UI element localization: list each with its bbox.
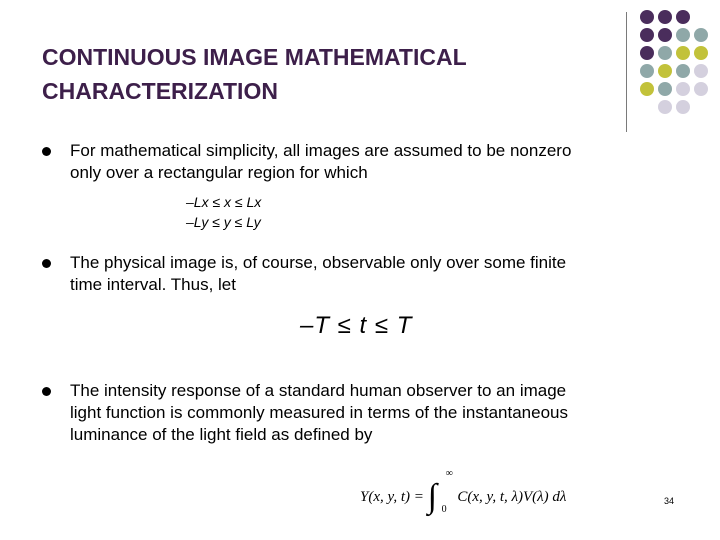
- bullet-2-line-2: time interval. Thus, let: [70, 275, 236, 294]
- bullet-text-1: [70, 140, 670, 184]
- dot: [658, 100, 672, 114]
- dot: [658, 10, 672, 24]
- integral-upper-limit: ∞: [445, 468, 453, 479]
- dot: [676, 64, 690, 78]
- title-line-1: CONTINUOUS IMAGE MATHEMATICAL: [42, 44, 467, 70]
- dot: [694, 82, 708, 96]
- bullet-marker-3: [42, 387, 51, 396]
- integral-symbol: ∫: [427, 478, 437, 515]
- bullet-marker-2: [42, 259, 51, 268]
- dot: [676, 82, 690, 96]
- slide-title: [42, 40, 602, 108]
- integral-lower-limit: 0: [441, 504, 447, 515]
- dot: [640, 28, 654, 42]
- bullet-2-line-1: The physical image is, of course, observable only over some finite: [70, 253, 567, 272]
- dot: [658, 46, 672, 60]
- dot: [640, 10, 654, 24]
- dot: [676, 28, 690, 42]
- dot: [676, 10, 690, 24]
- formula-integrand: C(x, y, t, λ)V(λ) dλ: [457, 489, 567, 505]
- page-number: 34: [664, 496, 675, 506]
- bullet-text-2: [70, 252, 670, 296]
- inequality-x: –Lx ≤ x ≤ Lx: [186, 194, 262, 210]
- dot: [640, 82, 654, 96]
- dot: [658, 28, 672, 42]
- dot: [694, 46, 708, 60]
- title-line-2: CHARACTERIZATION: [42, 78, 278, 104]
- dot: [694, 28, 708, 42]
- luminance-formula: [360, 468, 567, 515]
- dot: [694, 64, 708, 78]
- dot: [676, 46, 690, 60]
- formula-lhs: Y(x, y, t) =: [360, 489, 424, 505]
- inequality-t: –T ≤ t ≤ T: [300, 312, 413, 339]
- header-divider: [626, 12, 627, 132]
- bullet-3-line-3: luminance of the light field as defined by: [70, 425, 373, 444]
- integral-sign: [427, 468, 454, 515]
- dot: [640, 46, 654, 60]
- dot: [640, 64, 654, 78]
- dot: [676, 100, 690, 114]
- bullet-text-3: [70, 380, 670, 446]
- dot: [658, 64, 672, 78]
- bullet-3-line-1: The intensity response of a standard human observer to an image: [70, 381, 567, 400]
- dot: [658, 82, 672, 96]
- bullet-3-line-2: light function is commonly measured in terms of the instantaneous: [70, 403, 568, 422]
- bullet-1-line-2: only over a rectangular region for which: [70, 163, 368, 182]
- bullet-1-line-1: For mathematical simplicity, all images are assumed to be nonzero: [70, 141, 572, 160]
- inequality-y: –Ly ≤ y ≤ Ly: [186, 214, 261, 230]
- bullet-marker-1: [42, 147, 51, 156]
